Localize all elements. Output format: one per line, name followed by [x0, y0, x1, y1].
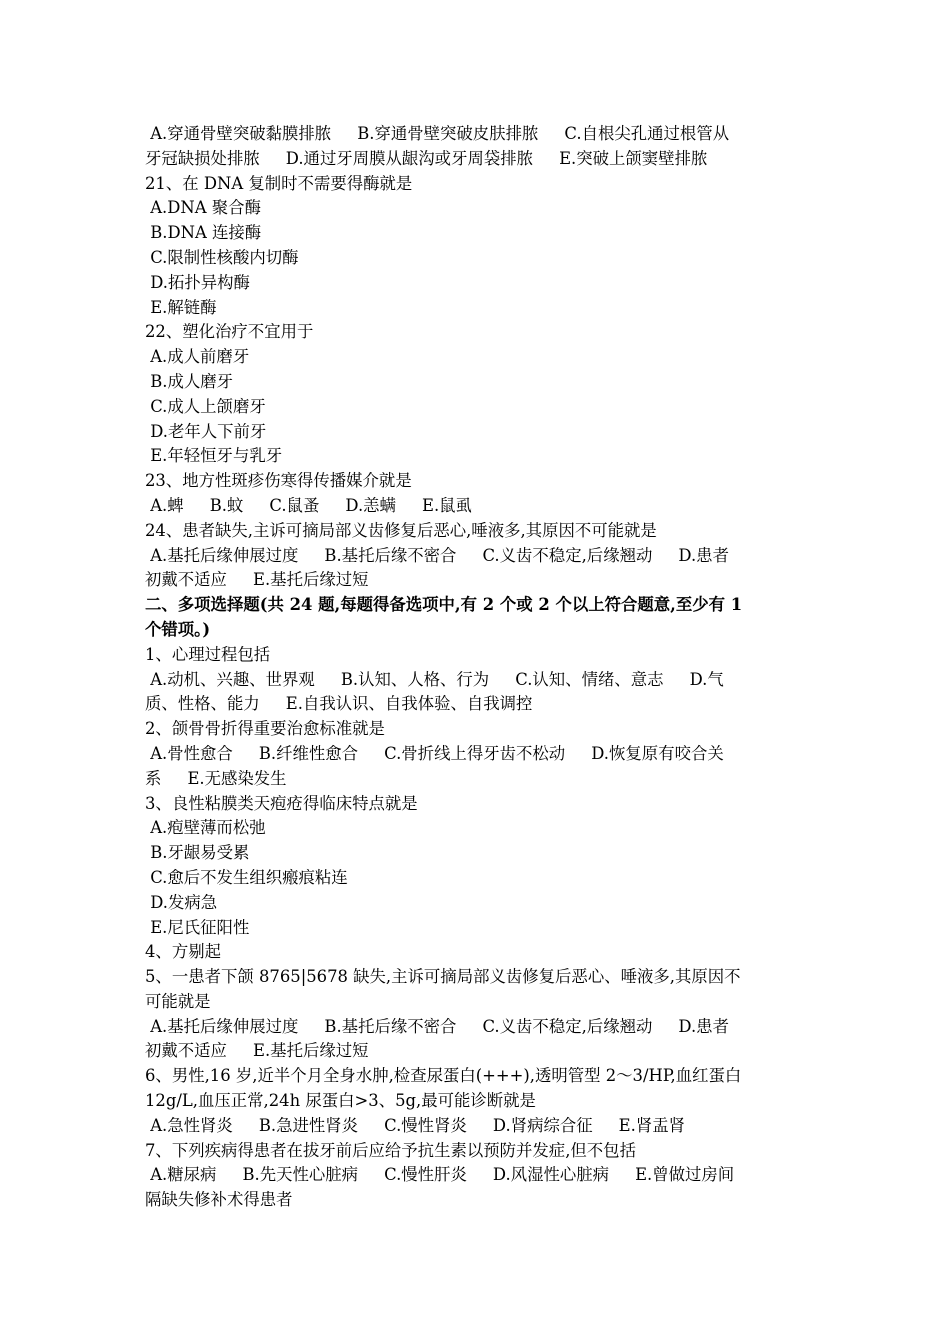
text-line: 质、性格、能力 E.自我认识、自我体验、自我调控 [145, 694, 533, 714]
text-line: 22、塑化治疗不宜用于 [145, 322, 314, 342]
text-line: 5、一患者下颌 8765|5678 缺失,主诉可摘局部义齿修复后恶心、唾液多,其原因不 [145, 967, 741, 987]
document-body [145, 122, 809, 1213]
text-line: A.糖尿病 B.先天性心脏病 C.慢性肝炎 D.风湿性心脏病 E.曾做过房间 [145, 1165, 735, 1185]
text-line: 4、方剔起 [145, 942, 221, 962]
text-line: A.急性肾炎 B.急进性肾炎 C.慢性肾炎 D.肾病综合征 E.肾盂肾 [145, 1115, 686, 1135]
text-line: 2、颌骨骨折得重要治愈标准就是 [145, 719, 385, 739]
text-line: A.骨性愈合 B.纤维性愈合 C.骨折线上得牙齿不松动 D.恢复原有咬合关 [145, 743, 724, 763]
text-line: E.年轻恒牙与乳牙 [145, 446, 283, 466]
text-line: C.限制性核酸内切酶 [145, 247, 299, 267]
text-line: A.动机、兴趣、世界观 B.认知、人格、行为 C.认知、情绪、意志 D.气 [145, 669, 724, 689]
text-line: A.成人前磨牙 [145, 347, 250, 367]
text-line: A.穿通骨壁突破黏膜排脓 B.穿通骨壁突破皮肤排脓 C.自根尖孔通过根管从 [145, 124, 730, 143]
text-line: A.基托后缘伸展过度 B.基托后缘不密合 C.义齿不稳定,后缘翘动 D.患者 [145, 1016, 729, 1036]
text-line: D.拓扑异构酶 [145, 272, 250, 292]
text-line: 24、患者缺失,主诉可摘局部义齿修复后恶心,唾液多,其原因不可能就是 [145, 520, 657, 540]
text-line: 可能就是 [145, 991, 211, 1011]
text-line: A.蜱 B.蚊 C.鼠蚤 D.恙螨 E.鼠虱 [145, 495, 472, 515]
text-line: B.DNA 连接酶 [145, 223, 262, 243]
section-heading-line: 二、多项选择题(共 24 题,每题得备选项中,有 2 个或 2 个以上符合题意,至少有 1 [145, 595, 743, 615]
text-line: 牙冠缺损处排脓 D.通过牙周膜从龈沟或牙周袋排脓 E.突破上颌窦壁排脓 [145, 148, 708, 168]
text-line: 初戴不适应 E.基托后缘过短 [145, 1041, 369, 1061]
text-line: C.成人上颌磨牙 [145, 396, 266, 416]
text-line: D.老年人下前牙 [145, 421, 267, 441]
text-line: 3、良性粘膜类天疱疮得临床特点就是 [145, 793, 418, 813]
text-line: A.疱壁薄而松弛 [145, 818, 266, 838]
text-line: A.DNA 聚合酶 [145, 198, 261, 218]
text-line: 初戴不适应 E.基托后缘过短 [145, 570, 369, 590]
text-line: 6、男性,16 岁,近半个月全身水肿,检查尿蛋白(+++),透明管型 2～3/HP,血红蛋白 [145, 1066, 742, 1086]
text-line: C.愈后不发生组织瘢痕粘连 [145, 867, 348, 887]
text-line: 23、地方性斑疹伤寒得传播媒介就是 [145, 471, 412, 491]
text-line: 7、下列疾病得患者在拔牙前后应给予抗生素以预防并发症,但不包括 [145, 1140, 636, 1160]
text-line: D.发病急 [145, 892, 218, 912]
text-line: B.成人磨牙 [145, 371, 234, 391]
text-line: 系 E.无感染发生 [145, 768, 287, 788]
text-line: 1、心理过程包括 [145, 644, 271, 664]
text-line: E.尼氏征阳性 [145, 917, 250, 937]
text-line: 21、在 DNA 复制时不需要得酶就是 [145, 173, 413, 193]
text-line: E.解链酶 [145, 297, 217, 317]
section-heading-line: 个错项。) [145, 619, 211, 639]
text-line: 隔缺失修补术得患者 [145, 1190, 293, 1210]
text-line: 12g/L,血压正常,24h 尿蛋白>3、5g,最可能诊断就是 [145, 1091, 536, 1111]
text-line: A.基托后缘伸展过度 B.基托后缘不密合 C.义齿不稳定,后缘翘动 D.患者 [145, 545, 729, 565]
text-line: B.牙龈易受累 [145, 843, 250, 863]
